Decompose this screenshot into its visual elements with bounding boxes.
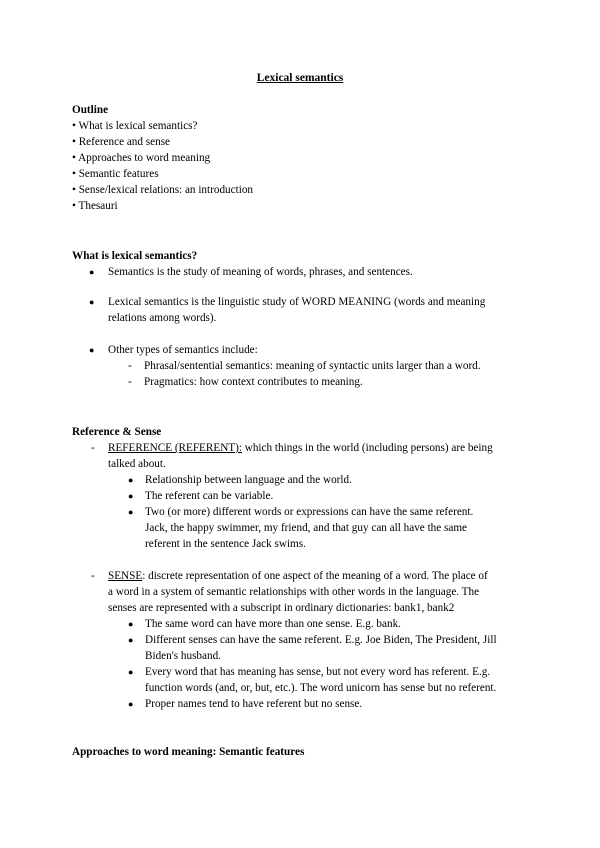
document-title: Lexical semantics [256, 72, 344, 84]
approaches-heading: Approaches to word meaning: Semantic features [72, 746, 305, 758]
sense-bullet: The same word can have more than one sense. E.g. bank. [145, 618, 401, 630]
reference-def-text: which things in the world (including persons) are being [241, 442, 493, 454]
dash-icon: - [91, 570, 95, 582]
reference-bullet: Two (or more) different words or expressions can have the same referent. [145, 506, 474, 518]
bullet-icon: ● [128, 667, 134, 677]
reference-term: REFERENCE (REFERENT): [108, 442, 242, 454]
bullet-icon: ● [89, 297, 95, 307]
outline-item: • What is lexical semantics? [72, 120, 198, 132]
outline-item: • Thesauri [72, 200, 118, 212]
sense-bullet: Every word that has meaning has sense, but not every word has referent. E.g. [145, 666, 491, 678]
bullet-icon: ● [128, 635, 134, 645]
outline-item: • Approaches to word meaning [72, 152, 211, 164]
what-is-bullet-cont: relations among words). [108, 312, 217, 324]
reference-definition [108, 440, 493, 456]
dash-icon: - [91, 442, 95, 454]
bullet-icon: ● [128, 475, 134, 485]
outline-item: • Reference and sense [72, 136, 171, 148]
sense-bullet: Different senses can have the same referent. E.g. Joe Biden, The President, Jill [145, 634, 497, 646]
sense-definition-cont: a word in a system of semantic relationships with other words in the language. The [108, 586, 480, 598]
sub-item: Phrasal/sentential semantics: meaning of syntactic units larger than a word. [144, 360, 481, 372]
sense-definition [108, 568, 488, 584]
bullet-icon: ● [128, 619, 134, 629]
reference-bullet: The referent can be variable. [145, 490, 274, 502]
what-is-bullet: Semantics is the study of meaning of words, phrases, and sentences. [108, 266, 413, 278]
bullet-icon: ● [89, 345, 95, 355]
sense-bullet-cont: function words (and, or, but, etc.). The word unicorn has sense but no referent. [145, 682, 497, 694]
what-is-bullet: Lexical semantics is the linguistic study of WORD MEANING (words and meaning [108, 296, 486, 308]
sense-bullet-cont: Biden's husband. [145, 650, 221, 662]
dash-icon: - [128, 376, 132, 388]
outline-heading: Outline [72, 104, 109, 116]
bullet-icon: ● [128, 491, 134, 501]
sense-def-text: : discrete representation of one aspect of the meaning of a word. The place of [142, 570, 488, 582]
what-is-heading: What is lexical semantics? [72, 250, 198, 262]
reference-bullet-cont: referent in the sentence Jack swims. [145, 538, 306, 550]
bullet-icon: ● [128, 507, 134, 517]
what-is-bullet: Other types of semantics include: [108, 344, 258, 356]
bullet-icon: ● [89, 267, 95, 277]
outline-item: • Semantic features [72, 168, 159, 180]
outline-item: • Sense/lexical relations: an introduction [72, 184, 254, 196]
dash-icon: - [128, 360, 132, 372]
bullet-icon: ● [128, 699, 134, 709]
reference-definition-cont: talked about. [108, 458, 166, 470]
sense-bullet: Proper names tend to have referent but no sense. [145, 698, 363, 710]
sense-term: SENSE [108, 570, 143, 582]
sense-definition-cont: senses are represented with a subscript in ordinary dictionaries: bank1, bank2 [108, 602, 455, 614]
sub-item: Pragmatics: how context contributes to meaning. [144, 376, 363, 388]
reference-bullet-cont: Jack, the happy swimmer, my friend, and that guy can all have the same [145, 522, 468, 534]
reference-bullet: Relationship between language and the world. [145, 474, 352, 486]
ref-sense-heading: Reference & Sense [72, 426, 162, 438]
